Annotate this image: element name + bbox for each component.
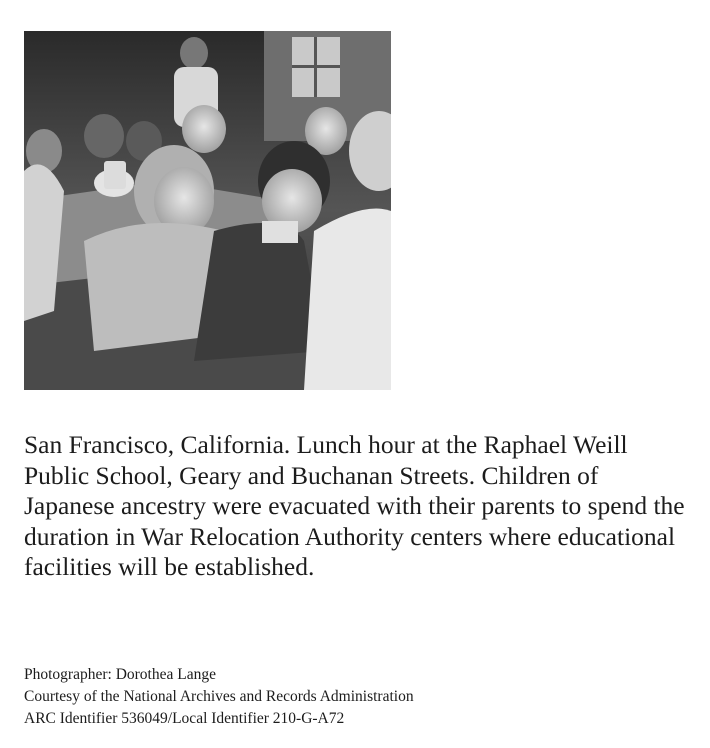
- photo-credits: [24, 664, 694, 730]
- photographer-credit: Photographer: Dorothea Lange: [24, 666, 216, 683]
- archival-photograph: [24, 31, 391, 390]
- photo-caption: San Francisco, California. Lunch hour at the Raphael Weill Public School, Geary and Buchanan Streets. Children of Japanese ancestry were evacuated with their parents to spend the duration in War Relocation Authority centers where educational facilities will be established.: [24, 430, 685, 581]
- courtesy-credit: Courtesy of the National Archives and Records Administration: [24, 688, 414, 705]
- photograph-image: [24, 31, 391, 390]
- archive-identifier: ARC Identifier 536049/Local Identifier 210-G-A72: [24, 710, 345, 727]
